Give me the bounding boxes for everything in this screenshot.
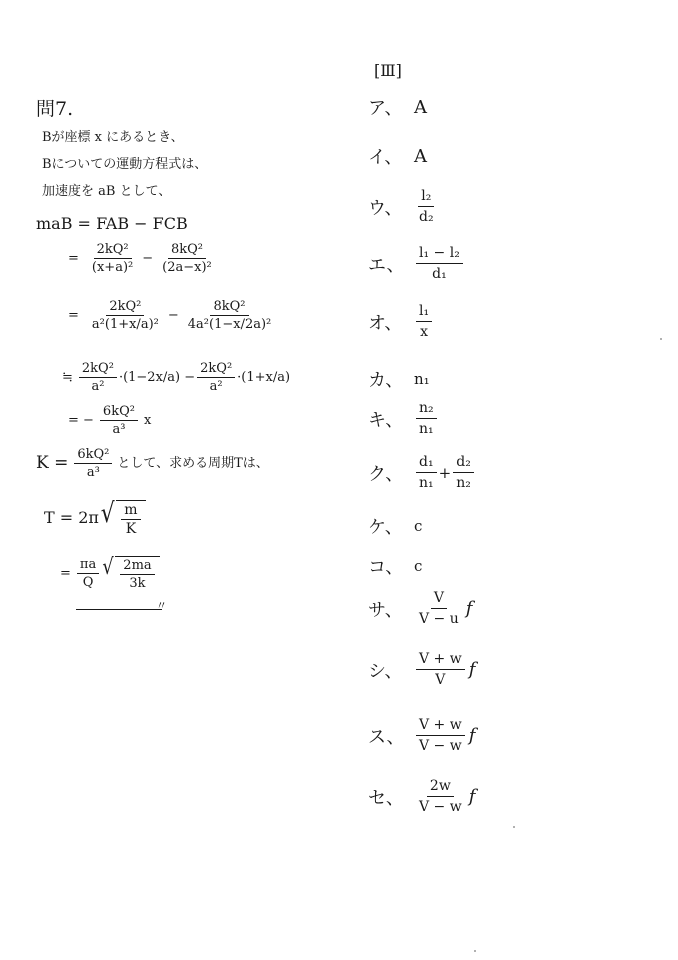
end-mark: 〃 bbox=[156, 599, 167, 612]
answer-fraction bbox=[416, 303, 432, 340]
answer-label: ケ、 bbox=[368, 517, 403, 538]
answer-fraction bbox=[416, 245, 463, 282]
answer-fraction-2 bbox=[453, 454, 474, 491]
radical-sign-icon: √ bbox=[102, 554, 114, 580]
answer-label: コ、 bbox=[368, 557, 404, 578]
answer-den: V bbox=[435, 672, 446, 688]
approx-mid-1: ·(1−2x/a) − bbox=[118, 370, 196, 385]
k-rest: として、求める周期Tは、 bbox=[117, 456, 269, 471]
approx-fraction-2 bbox=[197, 362, 235, 393]
intro-line-2: Bについての運動方程式は、 bbox=[42, 157, 208, 172]
answer-ki bbox=[368, 400, 439, 437]
answer-num: V + w bbox=[416, 651, 465, 670]
answer-label: カ、 bbox=[368, 370, 404, 391]
answer-e bbox=[368, 245, 465, 282]
answer-num: l₂ bbox=[418, 188, 434, 207]
period-formula bbox=[44, 500, 146, 536]
answer-fraction-1 bbox=[416, 454, 437, 491]
step1-equals: = bbox=[68, 251, 79, 266]
approx-mid-2: ·(1+x/a) bbox=[237, 370, 291, 385]
answer-label: ウ、 bbox=[368, 197, 403, 219]
answer-num: d₂ bbox=[453, 454, 474, 473]
answer-num: n₂ bbox=[416, 400, 437, 419]
step2-minus: − bbox=[167, 308, 179, 323]
answer-fraction bbox=[416, 188, 437, 225]
period-radicand bbox=[116, 500, 145, 536]
period-inner-den: K bbox=[125, 521, 137, 537]
answer-label: ア、 bbox=[368, 98, 403, 119]
answer-label: イ、 bbox=[368, 147, 403, 168]
section-heading: [Ⅲ] bbox=[374, 61, 402, 80]
final-inner-num: 2ma bbox=[120, 559, 154, 575]
result-fraction bbox=[100, 405, 138, 436]
answer-label: エ、 bbox=[368, 254, 405, 276]
answer-den: x bbox=[420, 324, 428, 340]
answer-underline bbox=[76, 609, 162, 610]
answer-value: c bbox=[414, 517, 423, 535]
answer-num: 2w bbox=[427, 778, 454, 797]
answer-fraction bbox=[416, 717, 465, 754]
period-inner-fraction bbox=[121, 503, 140, 536]
answer-suffix: f bbox=[468, 659, 476, 680]
final-inner-fraction bbox=[120, 559, 154, 590]
final-inner-den: 3k bbox=[129, 576, 146, 591]
step2-num-2: 8kQ² bbox=[210, 300, 248, 316]
answer-fraction bbox=[416, 590, 462, 627]
answer-suffix: f bbox=[468, 725, 476, 746]
result-prefix: = − bbox=[68, 413, 94, 428]
step1-den-1: (x+a)² bbox=[91, 260, 134, 275]
answer-fraction bbox=[416, 778, 465, 815]
final-num: πa bbox=[77, 558, 99, 574]
answer-den: V − u bbox=[419, 611, 459, 627]
step2-den-1: a²(1+x/a)² bbox=[91, 317, 159, 332]
period-final bbox=[60, 556, 160, 590]
k-fraction bbox=[74, 448, 112, 479]
final-den: Q bbox=[82, 574, 94, 590]
step1-num-1: 2kQ² bbox=[94, 243, 132, 259]
step1-den-2: (2a−x)² bbox=[162, 260, 212, 275]
answer-label: ス、 bbox=[368, 726, 405, 748]
step2-den-2: 4a²(1−x/2a)² bbox=[187, 317, 272, 332]
answer-suffix: f bbox=[465, 598, 473, 619]
expansion-step-1 bbox=[68, 243, 217, 274]
answer-label: ク、 bbox=[368, 463, 404, 485]
k-definition bbox=[36, 448, 269, 479]
result-step bbox=[68, 405, 151, 436]
final-radicand bbox=[115, 556, 159, 590]
answer-num: l₁ − l₂ bbox=[416, 245, 463, 264]
answer-suffix: f bbox=[468, 786, 476, 807]
final-radical bbox=[101, 556, 159, 590]
step1-num-2: 8kQ² bbox=[168, 243, 206, 259]
equation-of-motion bbox=[36, 216, 188, 232]
answer-den: n₁ bbox=[419, 475, 434, 491]
scan-speck bbox=[474, 950, 476, 952]
answer-label: シ、 bbox=[368, 660, 403, 682]
answer-a bbox=[368, 94, 427, 120]
scan-speck bbox=[660, 338, 662, 340]
result-den: a³ bbox=[112, 422, 126, 437]
answer-num: l₁ bbox=[416, 303, 432, 322]
step1-minus: − bbox=[142, 251, 154, 266]
final-equals: = bbox=[60, 565, 71, 581]
answer-den: d₂ bbox=[419, 209, 434, 225]
intro-line-3: 加速度を aB として、 bbox=[42, 184, 172, 199]
answer-label: サ、 bbox=[368, 599, 403, 621]
answer-fraction bbox=[416, 400, 437, 437]
answer-den: d₁ bbox=[432, 266, 447, 282]
problem-heading: 問7. bbox=[36, 98, 74, 120]
answer-value: A bbox=[414, 145, 427, 167]
answer-value: c bbox=[414, 557, 423, 575]
final-fraction bbox=[77, 558, 99, 589]
scan-speck bbox=[513, 826, 515, 828]
approximation-step bbox=[62, 362, 290, 393]
answer-label: セ、 bbox=[368, 787, 404, 809]
k-num: 6kQ² bbox=[74, 448, 112, 464]
answer-ka bbox=[368, 366, 430, 392]
answer-den: V − w bbox=[419, 738, 462, 754]
step1-fraction-2 bbox=[159, 243, 215, 274]
approx-den-1: a² bbox=[91, 379, 105, 394]
eom-rhs: FAB − FCB bbox=[96, 214, 188, 233]
intro-line-1: Bが座標 x にあるとき、 bbox=[42, 130, 184, 145]
radical-sign-icon: √ bbox=[100, 498, 115, 529]
approx-num-2: 2kQ² bbox=[197, 362, 235, 378]
step2-fraction-1 bbox=[89, 300, 162, 331]
expansion-step-2 bbox=[68, 300, 276, 331]
answer-ku bbox=[368, 454, 476, 491]
step2-equals: = bbox=[68, 308, 79, 323]
period-inner-num: m bbox=[121, 503, 140, 520]
answer-ke bbox=[368, 513, 422, 539]
answer-num: V + w bbox=[416, 717, 465, 736]
approx-den-2: a² bbox=[209, 379, 223, 394]
answer-value: A bbox=[414, 96, 427, 118]
k-lhs: K = bbox=[36, 453, 69, 473]
approx-fraction-1 bbox=[79, 362, 117, 393]
step1-fraction-1 bbox=[89, 243, 136, 274]
answer-shi bbox=[368, 651, 475, 688]
answer-value: n₁ bbox=[414, 370, 430, 388]
answer-num: d₁ bbox=[416, 454, 437, 473]
step2-num-1: 2kQ² bbox=[106, 300, 144, 316]
answer-i bbox=[368, 143, 427, 169]
answer-den: V − w bbox=[419, 799, 462, 815]
step2-fraction-2 bbox=[185, 300, 274, 331]
approx-sign: ≒ bbox=[62, 370, 73, 385]
answer-den: n₁ bbox=[419, 421, 434, 437]
answer-se bbox=[368, 778, 475, 815]
period-lhs: T = 2π bbox=[44, 508, 99, 527]
answer-plus: + bbox=[438, 463, 452, 482]
answer-ko bbox=[368, 553, 422, 579]
answer-sa bbox=[368, 590, 472, 627]
k-den: a³ bbox=[86, 465, 100, 480]
answer-su bbox=[368, 717, 475, 754]
answer-o bbox=[368, 303, 434, 340]
result-num: 6kQ² bbox=[100, 405, 138, 421]
answer-label: オ、 bbox=[368, 312, 403, 334]
result-suffix: x bbox=[143, 413, 152, 428]
approx-num-1: 2kQ² bbox=[79, 362, 117, 378]
answer-label: キ、 bbox=[368, 409, 404, 431]
answer-u bbox=[368, 188, 439, 225]
answer-fraction bbox=[416, 651, 465, 688]
answer-den: n₂ bbox=[456, 475, 471, 491]
period-radical bbox=[99, 500, 146, 536]
answer-num: V bbox=[431, 590, 447, 609]
eom-lhs: maB = bbox=[36, 214, 91, 233]
